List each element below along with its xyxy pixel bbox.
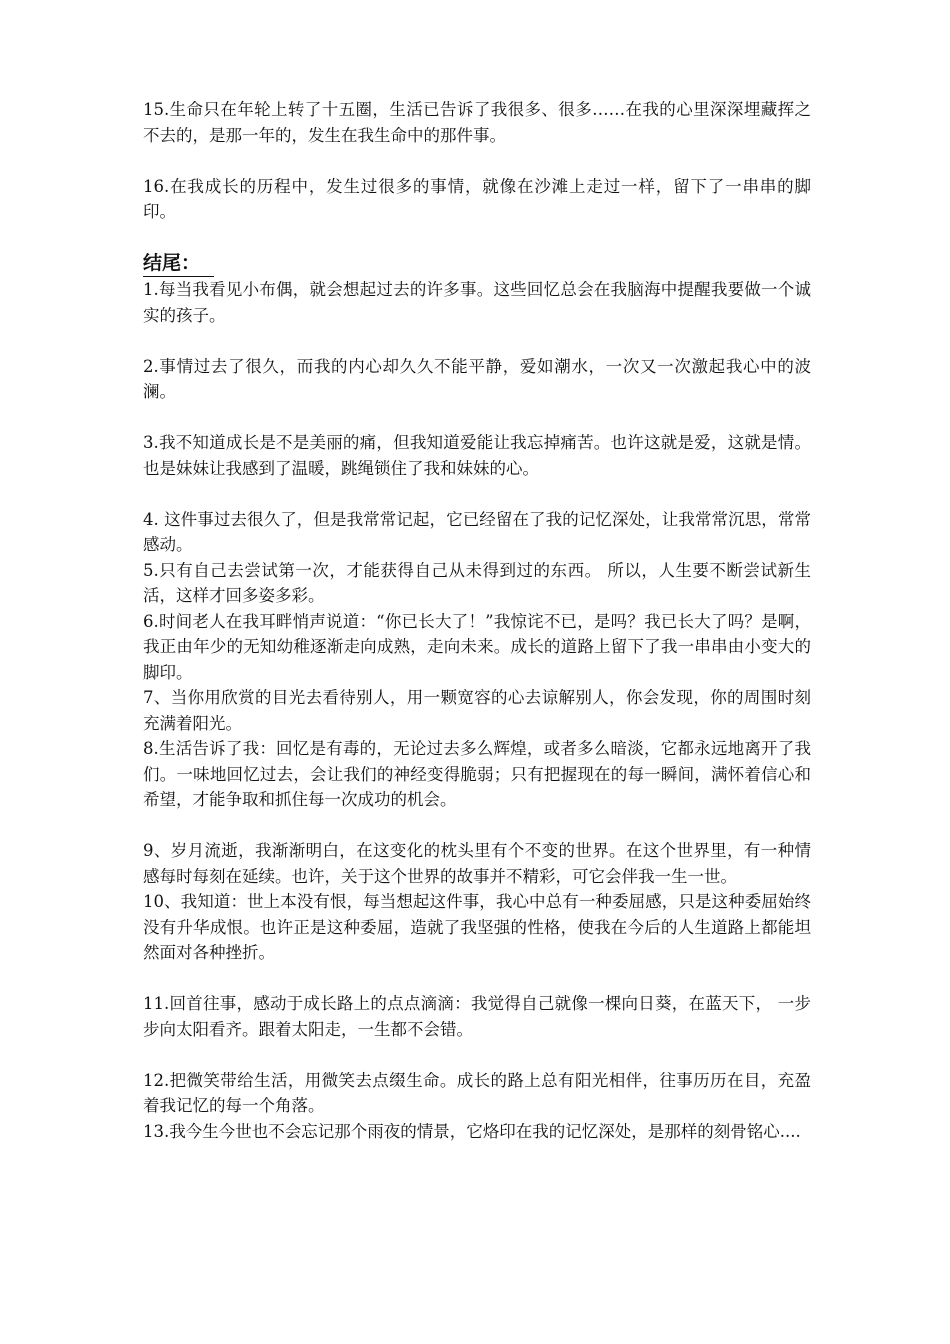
paragraph-spacer	[143, 225, 811, 251]
ending-item-8: 8.生活告诉了我：回忆是有毒的，无论过去多么辉煌，或者多么暗淡，它都永远地离开了我们。一味地回忆过去，会让我们的神经变得脆弱；只有把握现在的每一瞬间，满怀着信心和希望，才能争取和抓住每一次成功的机会。	[143, 739, 811, 809]
ending-item-11: 11.回首往事，感动于成长路上的点点滴滴：我觉得自己就像一棵向日葵，在蓝天下， 一步步向太阳看齐。跟着太阳走，一生都不会错。	[143, 994, 811, 1039]
ending-item-2: 2.事情过去了很久，而我的内心却久久不能平静，爱如潮水，一次又一次激起我心中的波澜。	[143, 356, 811, 401]
paragraph-spacer	[143, 148, 811, 174]
ending-heading-row	[143, 250, 811, 277]
ending-item-3: 3.我不知道成长是不是美丽的痛，但我知道爱能让我忘掉痛苦。也许这就是爱，这就是情。也是妹妹让我感到了温暖，跳绳锁住了我和妹妹的心。	[143, 433, 811, 478]
ending-item-5: 5.只有自己去尝试第一次，才能获得自己从未得到过的东西。 所以，人生要不断尝试新生活，这样才回多姿多彩。	[143, 560, 811, 605]
opening-item-15: 15.生命只在年轮上转了十五圈，生活已告诉了我很多、很多……在我的心里深深埋藏挥之不去的，是那一年的，发生在我生命中的那件事。	[143, 100, 811, 145]
document-page	[143, 97, 811, 1144]
paragraph-spacer	[143, 813, 811, 839]
paragraph-spacer	[143, 405, 811, 431]
ending-item-12: 12.把微笑带给生活，用微笑去点缀生命。成长的路上总有阳光相伴，往事历历在目，充盈着我记忆的每一个角落。	[143, 1070, 811, 1115]
ending-item-13: 13.我今生今世也不会忘记那个雨夜的情景，它烙印在我的记忆深处，是那样的刻骨铭心....	[143, 1121, 801, 1141]
paragraph-spacer	[143, 328, 811, 354]
opening-item-16: 16.在我成长的历程中，发生过很多的事情，就像在沙滩上走过一样，留下了一串串的脚印。	[143, 176, 811, 221]
ending-item-10: 10、我知道：世上本没有恨，每当想起这件事，我心中总有一种委屈感，只是这种委屈始终没有升华成恨。也许正是这种委屈，造就了我坚强的性格，使我在今后的人生道路上都能坦然面对各种挫折。	[143, 892, 811, 962]
ending-item-6: 6.时间老人在我耳畔悄声说道：“你已长大了！”我惊诧不已，是吗？我已长大了吗？是啊，我正由年少的无知幼稚逐渐走向成熟，走向未来。成长的道路上留下了我一串串由小变大的脚印。	[143, 611, 811, 682]
paragraph-spacer	[143, 481, 811, 507]
ending-item-4: 4. 这件事过去很久了，但是我常常记起，它已经留在了我的记忆深处，让我常常沉思，常常感动。	[143, 509, 811, 554]
ending-item-7: 7、当你用欣赏的目光去看待别人，用一颗宽容的心去谅解别人，你会发现，你的周围时刻充满着阳光。	[143, 688, 811, 733]
paragraph-spacer	[143, 1042, 811, 1068]
ending-heading: 结尾：	[143, 250, 214, 277]
ending-item-9: 9、岁月流逝，我渐渐明白，在这变化的枕头里有个不变的世界。在这个世界里，有一种情感每时每刻在延续。也许，关于这个世界的故事并不精彩，可它会伴我一生一世。	[143, 841, 811, 886]
ending-item-1: 1.每当我看见小布偶，就会想起过去的许多事。这些回忆总会在我脑海中提醒我要做一个诚实的孩子。	[143, 280, 811, 325]
paragraph-spacer	[143, 966, 811, 992]
